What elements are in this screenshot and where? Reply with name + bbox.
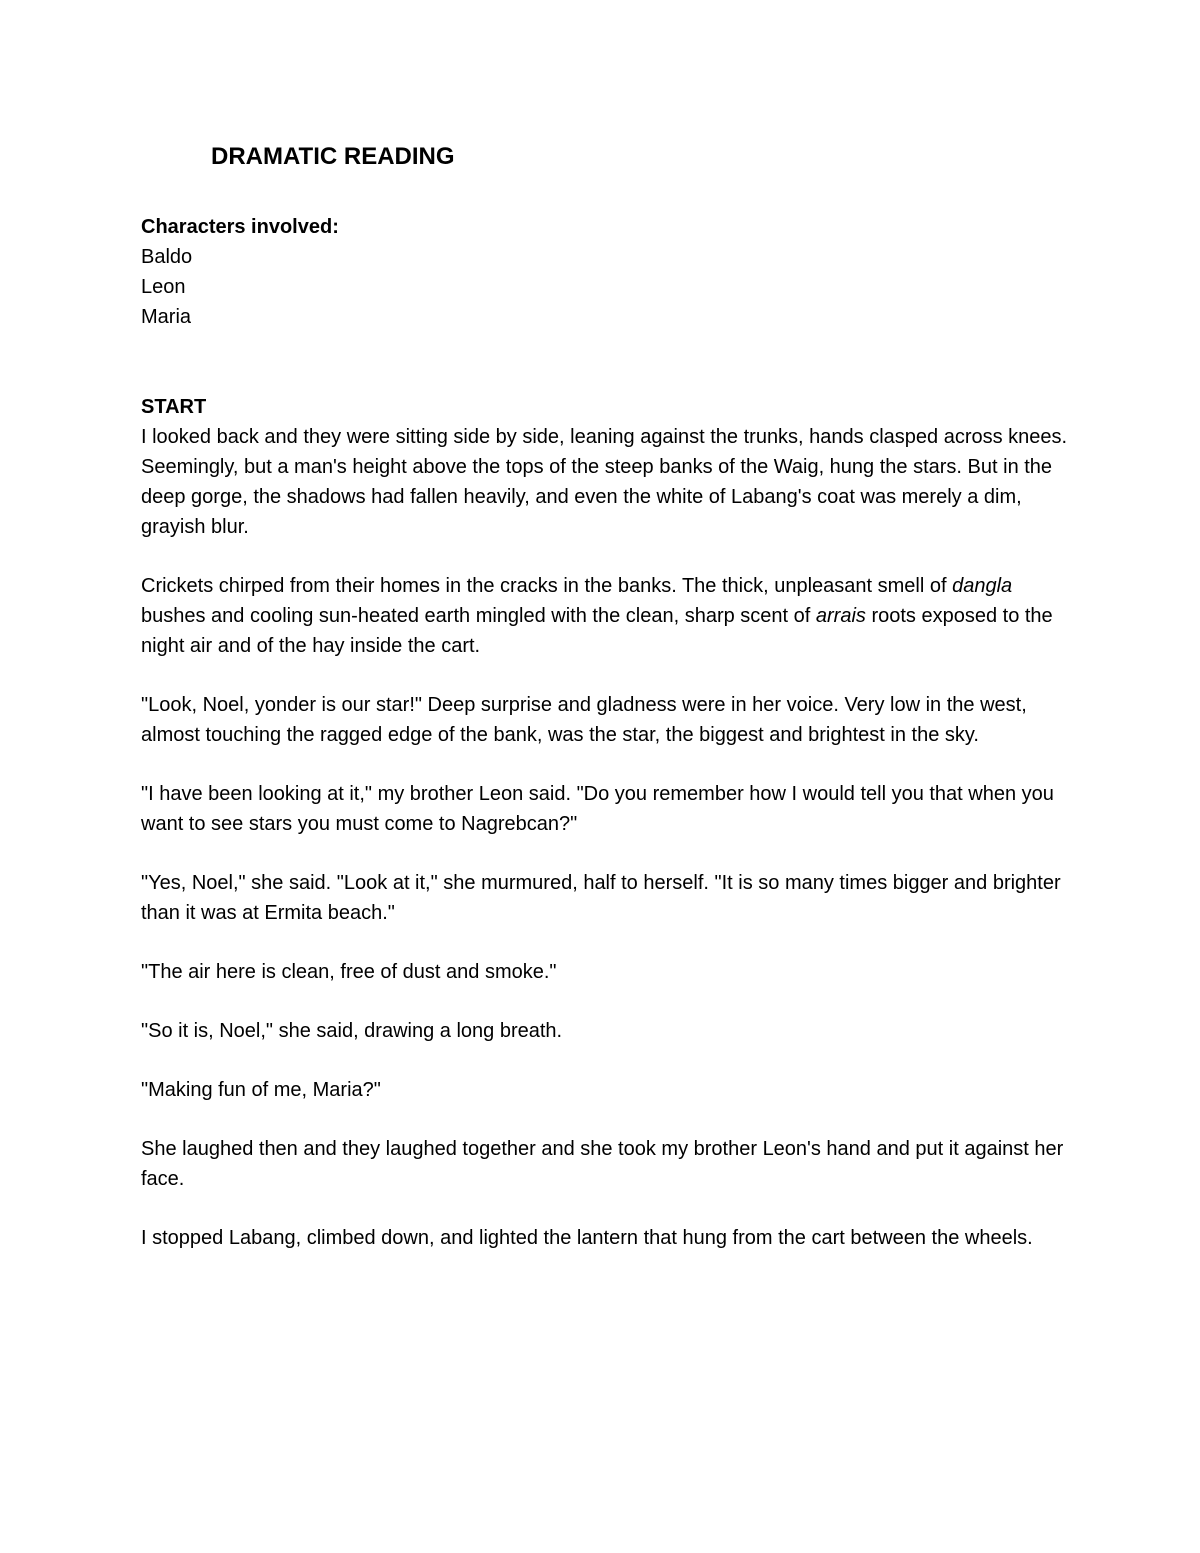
page-title: DRAMATIC READING <box>211 143 455 170</box>
characters-label: Characters involved: <box>141 216 339 238</box>
paragraph: She laughed then and they laughed together and she took my brother Leon's hand and put it against her face. <box>141 1138 1064 1190</box>
paragraph: I looked back and they were sitting side by side, leaning against the trunks, hands clasped across knees. Seemingly, but a man's height above the tops of the steep banks of the Waig, hung the stars. But in the deep gorge, the shadows had fallen heavily, and even the white of Labang's coat was merely a dim, grayish blur. <box>141 426 1068 538</box>
paragraph: "Yes, Noel," she said. "Look at it," she murmured, half to herself. "It is so many times bigger and brighter than it was at Ermita beach." <box>141 872 1061 924</box>
document-body <box>141 212 1081 1253</box>
start-label: START <box>141 396 207 418</box>
paragraph: "Look, Noel, yonder is our star!" Deep surprise and gladness were in her voice. Very low in the west, almost touching the ragged edge of the bank, was the star, the biggest and brightest in the sky. <box>141 694 1027 746</box>
paragraph: "I have been looking at it," my brother Leon said. "Do you remember how I would tell you that when you want to see stars you must come to Nagrebcan?" <box>141 783 1054 835</box>
character-item: Baldo <box>141 246 193 268</box>
paragraph-text: roots exposed to the night air and of the hay inside the cart. <box>141 605 1053 657</box>
paragraph-text: bushes and cooling sun-heated earth mingled with the clean, sharp scent of <box>141 605 816 627</box>
paragraph: "Making fun of me, Maria?" <box>141 1079 381 1101</box>
italic-term: dangla <box>952 575 1013 597</box>
paragraph: "The air here is clean, free of dust and smoke." <box>141 961 557 983</box>
character-item: Leon <box>141 276 186 298</box>
italic-term: arrais <box>815 605 866 627</box>
paragraph: I stopped Labang, climbed down, and lighted the lantern that hung from the cart between the wheels. <box>141 1227 1033 1249</box>
paragraph-text: Crickets chirped from their homes in the cracks in the banks. The thick, unpleasant smell of <box>141 575 953 597</box>
paragraph <box>141 571 1081 661</box>
paragraph: "So it is, Noel," she said, drawing a long breath. <box>141 1020 563 1042</box>
character-item: Maria <box>141 306 192 328</box>
